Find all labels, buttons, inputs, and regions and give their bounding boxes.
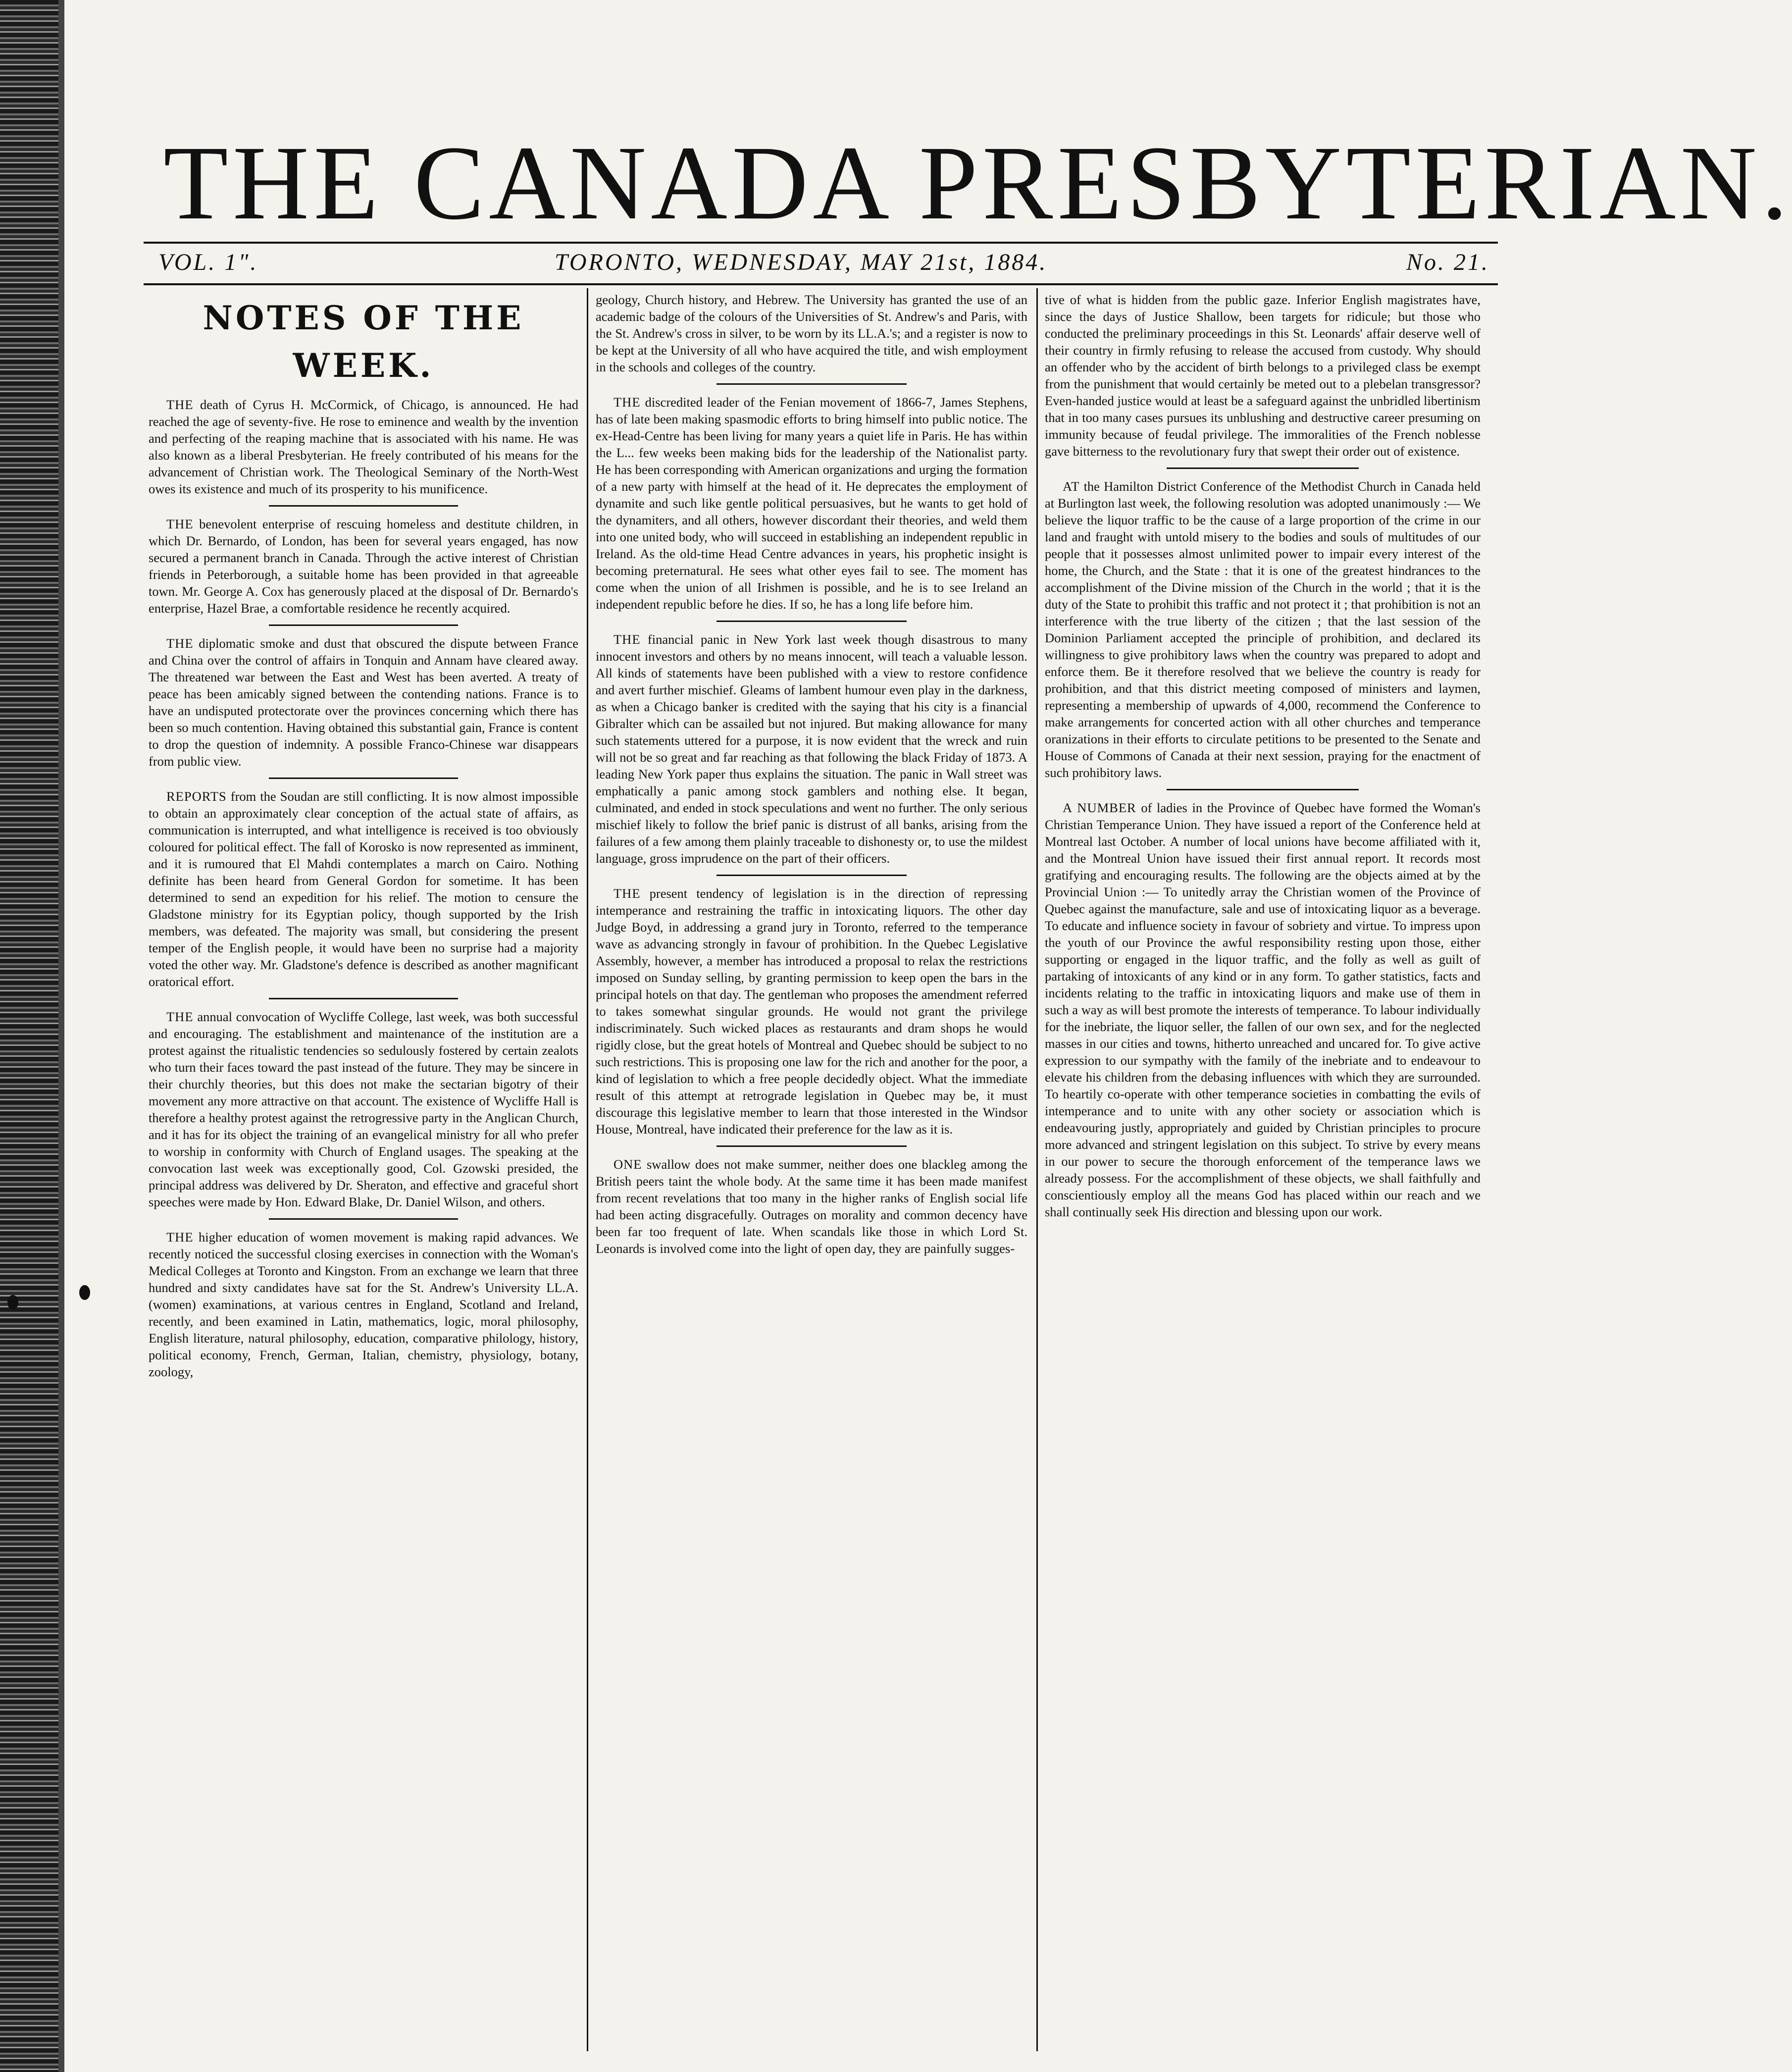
- masthead-rule-bottom: [144, 283, 1498, 285]
- column-1: [149, 291, 578, 2052]
- article: THE higher education of women movement is making rapid advances. We recently noticed the successful closing exercises in connection with the Woman's Medical Colleges at Toronto and Kingston. From an exchange we learn that three hundred and sixty candidates have sat for the St. Andrew's University LL.A. (women) examinations, at various centres in England, Scotland and Ireland, recently, and been examined in Latin, mathematics, logic, moral philosophy, English literature, natural philosophy, education, comparative philology, history, political economy, French, German, Italian, chemistry, physiology, botany, zoology,: [149, 1230, 578, 1379]
- section-title: NOTES OF THE WEEK.: [203, 299, 524, 385]
- masthead-title: THE CANADA PRESBYTERIAN.: [163, 124, 1792, 242]
- article-divider: [269, 624, 458, 626]
- article-divider: [717, 621, 907, 622]
- article: THE present tendency of legislation is in the direction of repressing intemperance and restraining the traffic in intoxicating liquors. The other day Judge Boyd, in addressing a grand jury in Toronto, referred to the temperance wave as advancing strongly in favour of prohibition. In the Quebec Legislative Assembly, however, a member has introduced a proposal to relax the restrictions imposed on Sunday selling, by granting permission to keep open the bars in the principal hotels on that day. The gentleman who proposes the amendment referred to takes somewhat singular grounds. He would not grant the privilege indiscriminately. Such wicked places as restaurants and dram shops he would rigidly close, but the great hotels of Montreal and Quebec should be subject to no such restrictions. This is proposing one law for the rich and another for the poor, a kind of legislation to which a free people decidedly object. What the immediate result of this attempt at retrograde legislation in Quebec may be, it must discourage this legislative member to learn that those interested in the Windsor House, Montreal, have indicated their preference for the law as it is.: [596, 886, 1027, 1137]
- article-divider: [1167, 467, 1358, 469]
- margin-ink-mark: [7, 1295, 18, 1310]
- article-divider: [717, 1145, 907, 1147]
- article-continuation: tive of what is hidden from the public gaze. Inferior English magistrates have, since the days of Justice Shallow, been targets for ridicule; but those who conducted the preliminary proceedings in this St. Leonards' affair deserve well of their country in firmly refusing to release the accused from custody. Why should an offender who by the accident of birth belongs to a privileged class be exempt from the punishment that would certainly be meted out to a plebelan transgressor? Even-handed justice would at least be a safeguard against the unbridled libertinism that in too many cases pursues its unblushing and destructive career presuming on immunity because of feudal privilege. The immoralities of the French noblesse gave bitterness to the revolutionary fury that swept their order out of existence.: [1045, 292, 1481, 459]
- column-rule-1: [587, 288, 588, 2051]
- column-3: [1045, 291, 1481, 2052]
- article-divider: [269, 998, 458, 999]
- article: THE discredited leader of the Fenian movement of 1866-7, James Stephens, has of late been making spasmodic efforts to bring himself into public notice. The ex-Head-Centre has been living for many years a quiet life in Paris. He has within the L... few weeks been making bids for the leadership of the Nationalist party. He has been corresponding with American organizations and urging the formation of a new party with himself at the head of it. He deprecates the employment of dynamite and such like gentle political persuasives, but he wants to get hold of the dynamiters, and all others, however discordant their theories, and weld them into one united body, who will succeed in establishing an independent republic in Ireland. As the old-time Head Centre advances in years, his prophetic insight is becoming preternatural. He sees what other eyes fail to see. The moment has come when the union of all Irishmen is possible, and he is to see Ireland an independent republic before he dies. If so, he has a long life before him.: [596, 395, 1027, 612]
- issue-number-label: No. 21.: [1406, 249, 1490, 275]
- column-2: [596, 291, 1027, 2052]
- column-rule-2: [1036, 288, 1038, 2051]
- article: ONE swallow does not make summer, neither does one blackleg among the British peers taint the whole body. At the same time it has been made manifest from recent revelations that too many in the higher ranks of English social life had been acting disgracefully. Outrages on morality and common decency have been far too frequent of late. When scandals like those in which Lord St. Leonards is involved come into the light of open day, they are painfully sugges-: [596, 1157, 1027, 1256]
- article: THE death of Cyrus H. McCormick, of Chicago, is announced. He had reached the age of seventy-five. He rose to eminence and wealth by the invention and perfecting of the reaping machine that is associated with his name. He was also known as a liberal Presbyterian. He freely contributed of his means for the advancement of Christian work. The Theological Seminary of the North-West owes its existence and much of its prosperity to his munificence.: [149, 397, 578, 496]
- article: REPORTS from the Soudan are still conflicting. It is now almost impossible to obtain an approximately clear conception of the actual state of affairs, as communication is interrupted, and what intelligence is received is too obviously coloured for political effect. The fall of Korosko is now represented as imminent, and it is rumoured that El Mahdi contemplates a march on Cairo. Nothing definite has been heard from General Gordon for sometime. It has been determined to send an expedition for his relief. The motion to censure the Gladstone ministry for its Egyptian policy, though supported by the Irish members, was defeated. The majority was small, but considering the present temper of the English people, it would have been no surprise had a majority voted the other way. Mr. Gladstone's defence is described as another magnificant oratorical effort.: [149, 789, 578, 989]
- binding-spine: [0, 0, 64, 2072]
- margin-ink-mark: [79, 1285, 90, 1300]
- article-continuation: geology, Church history, and Hebrew. The University has granted the use of an academic badge of the colours of the Universities of St. Andrew's and Paris, with the St. Andrew's cross in silver, to be worn by its LL.A.'s; and a register is now to be kept at the University of all who have acquired the title, and wish employment in the schools and colleges of the country.: [596, 292, 1027, 374]
- article-divider: [717, 383, 907, 385]
- article-divider: [1167, 789, 1358, 790]
- article: THE annual convocation of Wycliffe College, last week, was both successful and encouraging. The establishment and maintenance of the institution are a protest against the ritualistic tendencies so sedulously fostered by certain zealots who turn their faces toward the past instead of the future. They may be sincere in their churchly theories, but this does not make the sectarian bigotry of their movement any more attractive on that account. The existence of Wycliffe Hall is therefore a healthy protest against the retrogressive party in the Anglican Church, and it has for its object the training of an evangelical ministry for all who prefer to worship in conformity with Church of England usages. The speaking at the convocation last week was exceptionally good, Col. Gzowski presided, the principal address was delivered by Dr. Sheraton, and effective and graceful short speeches were made by Hon. Edward Blake, Dr. Daniel Wilson, and others.: [149, 1009, 578, 1209]
- article: THE diplomatic smoke and dust that obscured the dispute between France and China over the control of affairs in Tonquin and Annam have cleared away. The threatened war between the East and West has been averted. A treaty of peace has been amicably signed between the contending nations. France is to have an undisputed protectorate over the provinces concerning which there has been so much contention. Having obtained this substantial gain, France is content to drop the question of indemnity. A possible Franco-Chinese war disappears from public view.: [149, 636, 578, 769]
- article-divider: [717, 875, 907, 876]
- article-divider: [269, 505, 458, 507]
- article: THE benevolent enterprise of rescuing homeless and destitute children, in which Dr. Bernardo, of London, has been for several years engaged, has now secured a permanent branch in Canada. Through the active interest of Christian friends in Peterborough, a suitable home has been provided in that agreeable town. Mr. George A. Cox has generously placed at the disposal of Dr. Bernardo's enterprise, Hazel Brae, a comfortable residence he recently acquired.: [149, 517, 578, 616]
- article: A NUMBER of ladies in the Province of Quebec have formed the Woman's Christian Temperance Union. They have issued a report of the Conference held at Montreal last October. A number of local unions have become affiliated with it, and the Montreal Union have issued their first annual report. It records most gratifying and encouraging results. The following are the objects aimed at by the Provincial Union :— To unitedly array the Christian women of the Province of Quebec against the manufacture, sale and use of intoxicating liquor as a beverage. To educate and influence society in favour of sobriety and virtue. To impress upon the youth of our Province the awful responsibility resting upon those, either supporting or engaged in the liquor traffic, and the folly as well as guilt of partaking of intoxicants of any kind or in any form. To gather statistics, facts and incidents relating to the traffic in intoxicating liquors and make use of them in such a way as will best promote the interests of temperance. To labour individually for the inebriate, the liquor seller, the fallen of our own sex, and for the neglected masses in our cities and towns, hitherto unreached and uncared for. To give active expression to our sympathy with the family of the inebriate and to endeavour to elevate his children from the debasing influences with which they are surrounded. To heartily co-operate with other temperance societies in combatting the evils of intemperance and to unite with any other society or association which is endeavouring justly, appropriately and guided by Christian principles to procure more advanced and stringent legislation on this subject. To strive by every means in our power to secure the thorough enforcement of the temperance laws we already possess. For the accomplishment of these objects, we shall faithfully and conscientiously employ all the means God has placed within our reach and we shall continually seek His direction and blessing upon our work.: [1045, 800, 1481, 1219]
- volume-label: VOL. 1".: [158, 249, 258, 275]
- article-divider: [269, 777, 458, 779]
- article: AT the Hamilton District Conference of the Methodist Church in Canada held at Burlington last week, the following resolution was adopted unanimously :— We believe the liquor traffic to be the cause of a large proportion of the crime in our land and fraught with untold misery to the bodies and souls of multitudes of our people that it possesses almost unlimited power to impair every interest of the home, the Church, and the State : that it is one of the greatest hindrances to the accomplishment of the Divine mission of the Church in the world ; that it is the duty of the State to prohibit this traffic and not protect it ; that prohibition is not an interference with the true liberty of the citizen ; that the last session of the Dominion Parliament accepted the principle of prohibition, and declared its willingness to give prohibitory laws when the country was prepared to adopt and enforce them. Be it therefore resolved that we believe the country is ready for prohibition, and that this district meeting composed of ministers and laymen, representing a membership of upwards of 4,000, recommend the Conference to make arrangements for concerted action with all other churches and temperance oranizations in their efforts to circulate petitions to be presented to the Senate and House of Commons of Canada at their next session, praying for the enactment of such prohibitory laws.: [1045, 479, 1481, 780]
- place-date-label: TORONTO, WEDNESDAY, MAY 21st, 1884.: [555, 249, 1048, 275]
- article: THE financial panic in New York last week though disastrous to many innocent investors and others by no means innocent, will teach a valuable lesson. All kinds of statements have been published with a view to restore confidence and avert further mischief. Gleams of lambent humour even play in the darkness, as when a Chicago banker is credited with the saying that his city is a financial Gibralter which can be assailed but not injured. But making allowance for many such statements uttered for a purpose, it is now evident that the wreck and ruin will not be so great and far reaching as that following the black Friday of 1873. A leading New York paper thus explains the situation. The panic in Wall street was emphatically a panic among stock gamblers and nothing else. It began, culminated, and ended in stock speculations and went no further. The only serious mischief likely to follow the brief panic is distrust of all banks, arising from the failures of a few among them plainly traceable to dishonesty or, to use the mildest language, gross imprudence on the part of their officers.: [596, 632, 1027, 866]
- article-divider: [269, 1218, 458, 1220]
